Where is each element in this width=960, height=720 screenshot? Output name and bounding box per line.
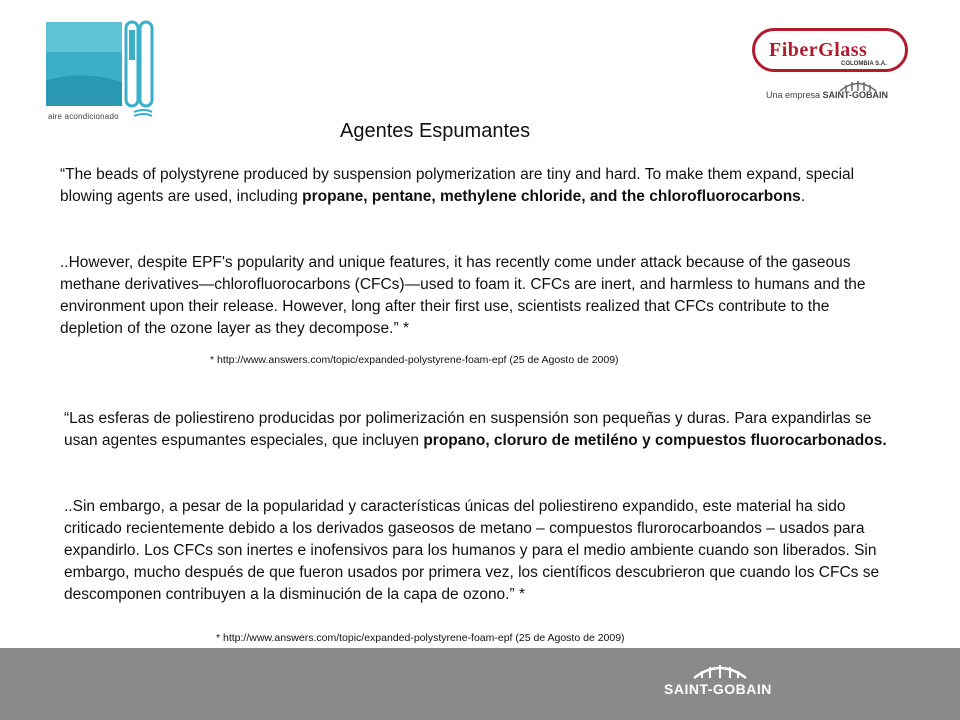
aire-logo-label: aire acondicionado [48, 112, 119, 121]
english-source-citation: * http://www.answers.com/topic/expanded-polystyrene-foam-epf (25 de Agosto de 2009) [210, 354, 619, 366]
english-paragraph-2: ..However, despite EPF's popularity and unique features, it has recently come under attack because of the gaseous methane derivatives—chlorofluorocarbons (CFCs)—used to foam it. CFCs are inert, and harmless to humans and the environment upon their release. However, long after their first use, scientists realized that CFCs contribute to the depletion of the ozone layer as they decompose.” * [60, 254, 866, 337]
fiberglass-tagline [766, 90, 888, 100]
fiberglass-name: FiberGlass [769, 39, 868, 61]
fiberglass-badge [752, 28, 908, 72]
page-title: Agentes Espumantes [340, 120, 531, 142]
spanish-paragraph-2: ..Sin embargo, a pesar de la popularidad y características únicas del poliestireno expandido, este material ha sido criticado recientemente debido a los derivados gaseosos de metano – compuestos flurorocarboandos – usados para expandirlo. Los CFCs son inertes e inofensivos para los humanos y para el medio ambiente cuando son liberados. Sin embargo, mucho después de que fueron usados por primera vez, los científicos descubrieron que cuando los CFCs se descomponen contribuyen a la disminución de la capa de ozono.” * [64, 498, 880, 603]
footer-bar [0, 648, 960, 720]
spanish-p1-text: “Las esferas de poliestireno producidas por polimerización en suspensión son pequeñas y duras. Para expandirlas se usan agentes espumantes especiales, que incluyen [64, 410, 872, 449]
english-p1-text: “The beads of polystyrene produced by suspension polymerization are tiny and hard. To make them expand, special blowing agents are used, including [60, 166, 855, 205]
spanish-paragraph-1 [64, 408, 904, 452]
english-p1-bold: propane, pentane, methylene chloride, and the chlorofluorocarbons [302, 188, 801, 205]
spanish-p1-bold: propano, cloruro de metiléno y compuestos fluorocarbonados. [423, 432, 887, 449]
tagline-brand: SAINT-GOBAIN [822, 90, 889, 100]
fiberglass-logo [752, 28, 916, 112]
english-paragraph-1 [60, 164, 890, 208]
saint-gobain-wordmark: SAINT-GOBAIN [664, 681, 772, 697]
aire-acondicionado-logo [44, 20, 154, 124]
english-p1-end: . [800, 188, 806, 205]
tagline-prefix: Una empresa [766, 90, 821, 100]
spanish-source-citation: * http://www.answers.com/topic/expanded-polystyrene-foam-epf (25 de Agosto de 2009) [216, 632, 625, 644]
fiberglass-sub: COLOMBIA S.A. [841, 61, 887, 67]
